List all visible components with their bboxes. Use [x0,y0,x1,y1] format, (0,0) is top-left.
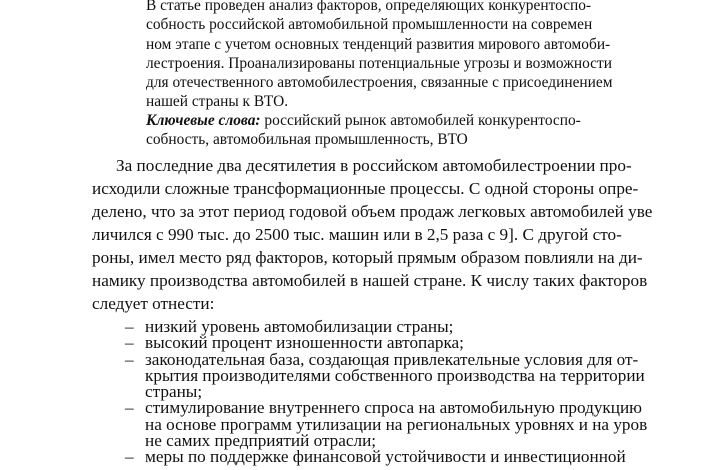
keywords-line [146,113,581,128]
abstract-line: В статье проведен анализ факторов, определяющих конкурентоспо- [146,0,592,14]
paragraph-line: исходили сложные трансформационные процессы. С одной стороны опре- [92,179,639,198]
paragraph-line: следует отнести: [92,294,215,313]
keywords-label: Ключевые слова: [146,112,261,129]
list-dash: – [125,349,134,369]
abstract-line: для отечественного автомобилестроения, связанные с присоединением [146,74,613,91]
list-item-line: меры по поддержке финансовой устойчивости и инвестиционной [145,447,626,466]
abstract-line: собность российской автомобильной промышленности на современ [146,16,593,33]
list-dash: – [125,333,134,353]
keywords-text: российский рынок автомобилей конкурентоспо- [260,112,581,129]
list-item-line: стимулирование внутреннего спроса на автомобильную продукцию [145,398,643,418]
abstract-line: ном этапе с учетом основных тенденций развития мирового автомоби- [146,36,611,53]
list-item-line: не самих предприятий отрасли; [145,430,377,450]
list-item-line: низкий уровень автомобилизации страны; [145,317,454,336]
paragraph-line: За последние два десятилетия в российском автомобилестроении про- [116,156,632,175]
list-item-line: страны; [145,382,203,401]
list-item-line: крытия производителями собственного производства на территории [145,365,645,385]
paragraph-line: роны, имел место ряд факторов, который прямым образом повлияли на ди- [92,248,643,267]
abstract-line: лестроения. Проанализированы потенциальные угрозы и возможности [146,55,612,72]
list-item-line: высокий процент изношенности автопарка; [145,333,464,353]
paragraph-line: делено, что за этот период годовой объем продаж легковых автомобилей уве [92,202,653,221]
keywords-line: собность, автомобильная промышленность, ВТО [146,131,468,148]
list-dash: – [125,447,134,466]
paragraph-line: личился с 990 тыс. до 2500 тыс. машин или в 2,5 раза с 9]. С другой сто- [92,225,622,244]
list-item-line: законодательная база, создающая привлекательные условия для от- [145,349,639,369]
abstract-line: нашей страны к ВТО. [146,93,289,110]
list-item-line: на основе программ утилизации на региональных уровнях и на уров [145,414,648,434]
paragraph-line: намику производства автомобилей в нашей стране. К числу таких факторов [92,271,648,290]
list-dash: – [125,317,134,336]
list-dash: – [125,398,134,418]
